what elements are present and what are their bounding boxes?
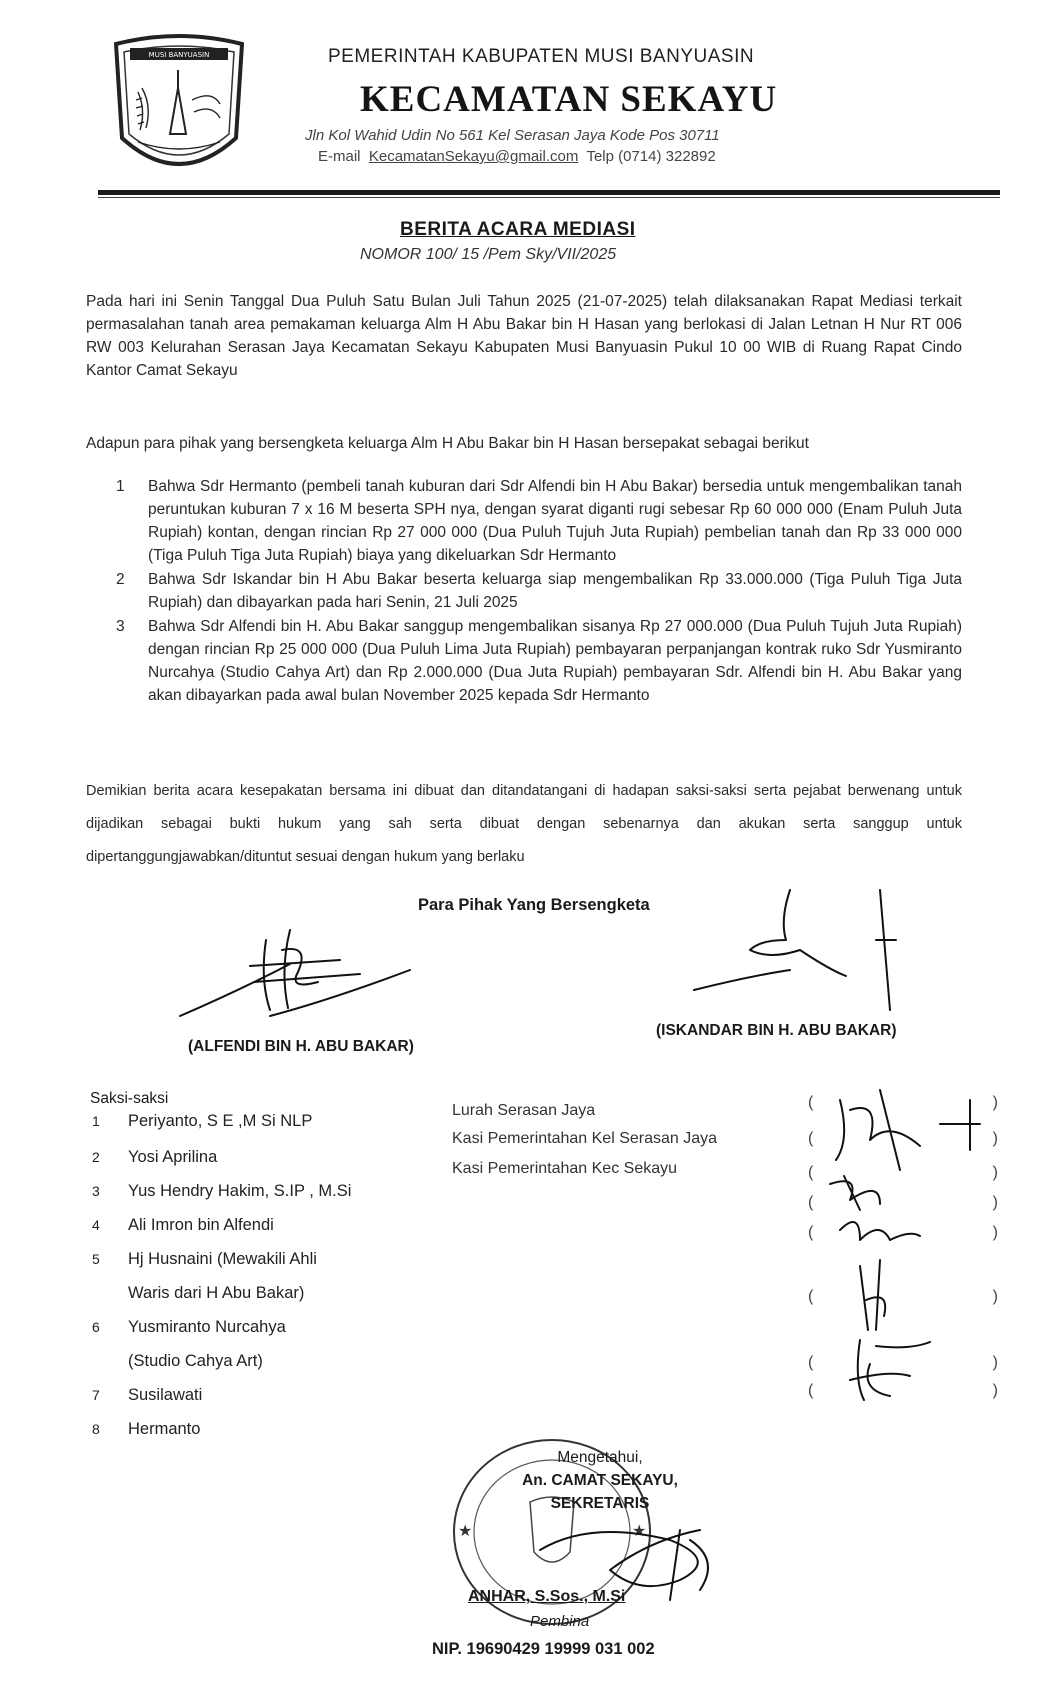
signature-iskandar (690, 880, 930, 1010)
party-name-alfendi: (ALFENDI BIN H. ABU BAKAR) (188, 1038, 414, 1055)
ack-line: SEKRETARIS (550, 1495, 650, 1512)
witness-row: 7 Susilawati (92, 1386, 203, 1404)
header-divider-thin (98, 197, 1000, 198)
government-name: PEMERINTAH KABUPATEN MUSI BANYUASIN (328, 46, 755, 67)
witness-row: 8 Hermanto (92, 1420, 201, 1438)
signature-slot: ( ) (808, 1288, 998, 1305)
agreement-item: 2 Bahwa Sdr Iskandar bin H Abu Bakar beserta keluarga siap mengembalikan Rp 33.000.000 (Tiga Puluh Tiga Juta Rupiah) dan dibayarkan pada hari Senin, 21 Juli 2025 (116, 571, 962, 611)
signature-slot: ( ) (808, 1130, 998, 1147)
email-label: E-mail (318, 148, 361, 165)
phone-number: Telp (0714) 322892 (586, 148, 716, 165)
agreement-item: 1 Bahwa Sdr Hermanto (pembeli tanah kuburan dari Sdr Alfendi bin H Abu Bakar) bersedia untuk mengembalikan tanah peruntukan kuburan 7 x 16 M beserta SPH nya, dengan syarat diganti rugi sebesar Rp 60 000 000 (Enam Puluh Juta Rupiah) kontan, dengan rincian Rp 27 000 000 (Dua Puluh Tujuh Juta Rupiah) pembelian tanah dan Rp 33 000 000 (Tiga Puluh Tiga Juta Rupiah) biaya yang dikeluarkan Sdr Hermanto (116, 478, 962, 564)
witness-row-continued: Waris dari H Abu Bakar) (128, 1284, 305, 1302)
svg-text:★: ★ (632, 1523, 647, 1540)
signature-alfendi (170, 920, 430, 1030)
ack-line: An. CAMAT SEKAYU, (522, 1472, 678, 1489)
agreement-item: 3 Bahwa Sdr Alfendi bin H. Abu Bakar sanggup mengembalikan sisanya Rp 27 000.000 (Dua Puluh Tujuh Juta Rupiah) dengan rincian Rp 25 000 000 (Dua Puluh Lima Juta Rupiah) pembayaran perpanjangan kontrak ruko Sdr Yusmiranto Nurcahya (Studio Cahya Art) dan Rp 2.000.000 (Dua Juta Rupiah) pembayaran Sdr. Alfendi bin H. Abu Bakar yang akan dibayarkan pada awal bulan November 2025 kepada Sdr Hermanto (116, 618, 962, 704)
witness-row: 6 Yusmiranto Nurcahya (92, 1318, 286, 1336)
ack-line: Mengetahui, (557, 1449, 643, 1466)
opening-paragraph: Pada hari ini Senin Tanggal Dua Puluh Satu Bulan Juli Tahun 2025 (21-07-2025) telah dilaksanakan Rapat Mediasi terkait permasalahan tanah area pemakaman keluarga Alm H Abu Bakar bin H Hasan yang berlokasi di Jalan Letnan H Nur RT 006 RW 003 Kelurahan Serasan Jaya Kecamatan Sekayu Kabupaten Musi Banyuasin Pukul 10 00 WIB di Ruang Rapat Cindo Kantor Camat Sekayu (86, 293, 962, 379)
witness-role: Lurah Serasan Jaya (452, 1102, 596, 1119)
signature-slot: ( ) (808, 1224, 998, 1241)
parties-heading: Para Pihak Yang Bersengketa (418, 896, 650, 914)
official-rank: Pembina (530, 1613, 590, 1630)
witness-row: 1 Periyanto, S E ,M Si NLP (92, 1112, 313, 1130)
agreement-list (116, 475, 962, 708)
witnesses-title: Saksi-saksi (90, 1090, 169, 1107)
header-divider (98, 190, 1000, 195)
email-link[interactable]: KecamatanSekayu@gmail.com (368, 148, 579, 165)
office-name: KECAMATAN SEKAYU (360, 79, 778, 120)
document-title: BERITA ACARA MEDIASI (400, 219, 636, 240)
office-address: Jln Kol Wahid Udin No 561 Kel Serasan Jaya Kode Pos 30711 (305, 127, 720, 144)
closing-paragraph: Demikian berita acara kesepakatan bersama ini dibuat dan ditandatangani di hadapan saksi-saksi serta pejabat berwenang untuk dijadikan sebagai bukti hukum yang sah serta dibuat dengan sebenarnya dan akukan serta sanggup untuk dipertanggungjawabkan/dituntut sesuai dengan hukum yang berlaku (86, 783, 962, 865)
official-name: ANHAR, S.Sos., M.Si (468, 1588, 626, 1605)
logo-text: MUSI BANYUASIN (148, 51, 210, 59)
acknowledgement-block (470, 1446, 730, 1515)
signature-slot: ( ) (808, 1164, 998, 1181)
official-nip: NIP. 19690429 19999 031 002 (432, 1640, 655, 1658)
svg-text:★: ★ (458, 1523, 473, 1540)
signature-slot: ( ) (808, 1354, 998, 1371)
signature-slot: ( ) (808, 1194, 998, 1211)
witness-row: 2 Yosi Aprilina (92, 1148, 218, 1166)
document-number: NOMOR 100/ 15 /Pem Sky/VII/2025 (360, 246, 617, 263)
witness-row: 3 Yus Hendry Hakim, S.IP , M.Si (92, 1182, 352, 1200)
party-name-iskandar: (ISKANDAR BIN H. ABU BAKAR) (656, 1022, 897, 1039)
witness-row: 5 Hj Husnaini (Mewakili Ahli (92, 1250, 317, 1268)
witness-signatures (820, 1080, 1000, 1420)
witness-row: 4 Ali Imron bin Alfendi (92, 1216, 274, 1234)
witness-role: Kasi Pemerintahan Kel Serasan Jaya (452, 1130, 718, 1147)
contact-line (318, 148, 716, 165)
witness-role: Kasi Pemerintahan Kec Sekayu (452, 1160, 678, 1177)
agreement-intro: Adapun para pihak yang bersengketa keluarga Alm H Abu Bakar bin H Hasan bersepakat sebagai berikut (86, 435, 809, 452)
witness-row-continued: (Studio Cahya Art) (128, 1352, 263, 1370)
regency-logo-icon (108, 30, 250, 180)
signature-slot: ( ) (808, 1382, 998, 1399)
signature-slot: ( ) (808, 1094, 998, 1111)
